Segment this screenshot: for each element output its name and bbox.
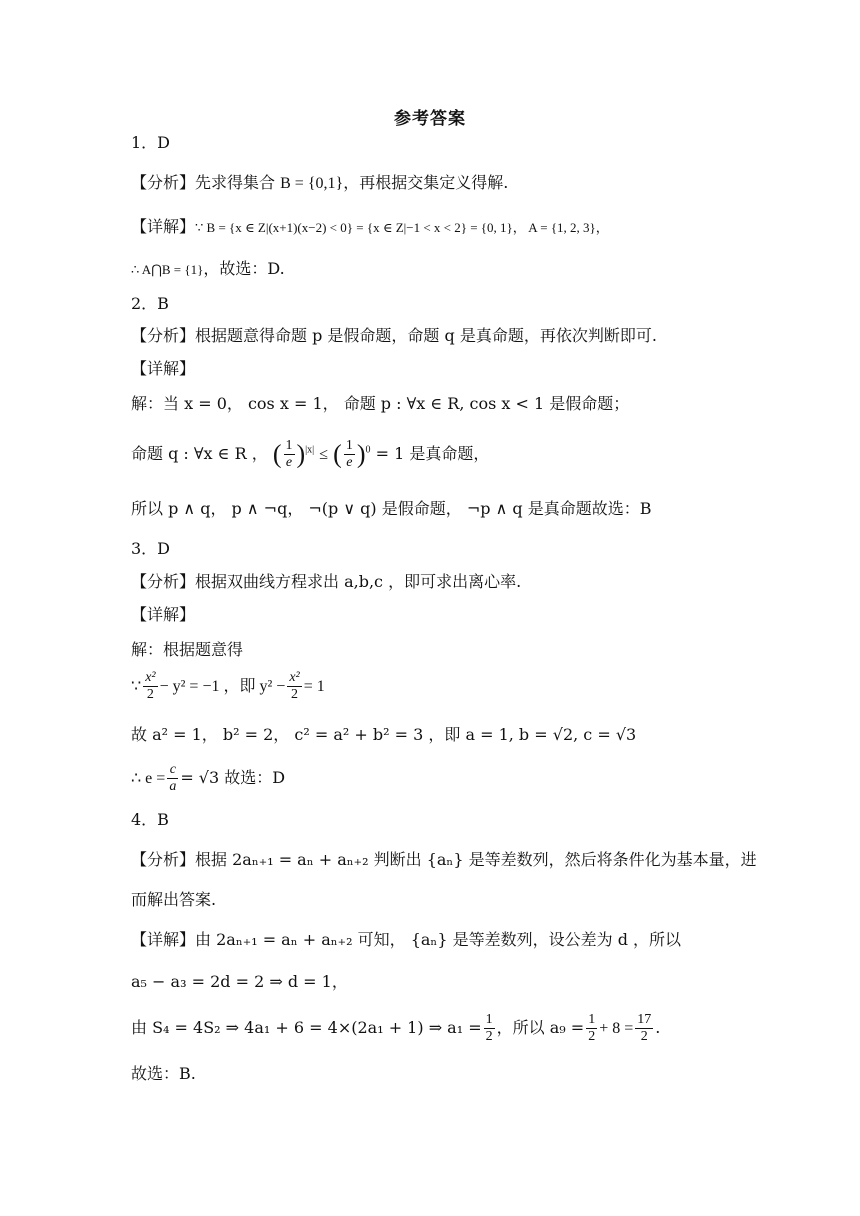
q4-analysis: [131, 849, 757, 871]
q4-line-b2: ，所以 a₉ =: [496, 1018, 585, 1037]
q4-detail: [131, 929, 681, 951]
q4-line-b3: + 8 =: [599, 1020, 634, 1037]
q2-analysis: [131, 325, 657, 347]
fraction-x2-over-2: $\frac{\text{x²}}{2}$: [289, 670, 300, 702]
q4-line-b: [131, 1010, 660, 1047]
q3-analysis-label: 【分析】: [131, 572, 196, 591]
q2-analysis-label: 【分析】: [131, 326, 196, 345]
q1-analysis-text-b: ，再根据交集定义得解.: [343, 173, 509, 192]
q3-line2: [131, 668, 325, 705]
fraction-1-over-e: $\frac{1}{e}$: [285, 438, 293, 470]
q1-detail: [131, 216, 609, 239]
q4-analysis-text: 根据 2aₙ₊₁ = aₙ + aₙ₊₂ 判断出 {aₙ} 是等差数列，然后将条件化为基本量，进: [195, 850, 757, 869]
fraction-17-over-2: $\frac{17}{2}$: [637, 1012, 652, 1044]
q3-line1: 解：根据题意得: [131, 640, 244, 659]
q3-line4-a: ∴ e =: [131, 770, 166, 787]
q3-analysis: [131, 571, 521, 593]
q4-number: 4．B: [131, 810, 169, 829]
exponent-abs-x: |x|: [305, 444, 315, 456]
q1-detail-math: ∵ B = {x ∈ Z|(x+1)(x−2) < 0} = {x ∈ Z|−1 < x < 2} = {0, 1}， A = {1, 2, 3}，: [195, 220, 609, 235]
q4-line-a: a₅ − a₃ = 2d = 2 ⇒ d = 1，: [131, 972, 348, 991]
q3-line3: 故 a² = 1， b² = 2， c² = a² + b² = 3 ，即 a = 1, b = √2, c = √3: [131, 725, 637, 744]
q4-end: 故选：B.: [131, 1064, 196, 1083]
q3-detail-label: 【详解】: [131, 605, 196, 624]
q1-number: 1．D: [131, 133, 171, 152]
q1-analysis: [131, 172, 508, 195]
right-paren: ): [356, 439, 366, 469]
q2-analysis-text: 根据题意得命题 p 是假命题，命题 q 是真命题，再依次判断即可.: [195, 326, 657, 345]
q3-line2-b: − y² = −1 ，即 y² −: [159, 678, 286, 695]
q3-number: 3．D: [131, 539, 171, 558]
q4-analysis-cont: 而解出答案.: [131, 890, 217, 909]
page-title: 参考答案: [394, 109, 466, 129]
q3-line4: [131, 760, 285, 797]
q1-analysis-label: 【分析】: [131, 173, 196, 192]
q2-detail-label: 【详解】: [131, 359, 196, 378]
q2-line3: 所以 p ∧ q， p ∧ ¬q， ¬(p ∨ q) 是假命题， ¬p ∧ q 是真命题故选：B: [131, 499, 652, 518]
q2-line2-b: = 1 是真命题，: [375, 444, 490, 463]
q4-detail-text: 由 2aₙ₊₁ = aₙ + aₙ₊₂ 可知， {aₙ} 是等差数列，设公差为 d ，所以: [195, 930, 682, 949]
q4-line-b4: .: [655, 1018, 661, 1037]
q2-line2: 命题 q : ∀x ∈ R ， ( $\frac{1}{e}$ )$^{|x|}$ ≤ ( $\frac{1}{e}$ )$^0$ = 1 是真命题，: [131, 438, 490, 470]
fraction-1-over-2: $\frac{1}{2}$: [485, 1012, 493, 1044]
q1-detail-label: 【详解】: [131, 217, 196, 236]
right-paren: ): [296, 439, 306, 469]
q1-analysis-math: B = {0,1}: [280, 175, 344, 192]
q2-line1: 解：当 x = 0， cos x = 1， 命题 p : ∀x ∈ R, cos x < 1 是假命题；: [131, 394, 630, 413]
q4-detail-label: 【详解】: [131, 930, 196, 949]
q2-number: 2．B: [131, 294, 169, 313]
fraction-c-over-a: $\frac{c}{a}$: [169, 762, 177, 794]
exponent-zero: 0: [365, 444, 371, 456]
fraction-1-over-e: $\frac{1}{e}$: [345, 438, 353, 470]
left-paren: (: [272, 439, 282, 469]
q3-analysis-text: 根据双曲线方程求出 a,b,c ，即可求出离心率.: [195, 572, 522, 591]
q1-conclusion-text: ，故选：D.: [203, 259, 285, 278]
q1-conclusion-math: ∴ A⋂B = {1}: [131, 262, 204, 277]
q3-line4-b: = √3 故选：D: [180, 768, 286, 787]
q3-line2-a: ∵: [131, 676, 142, 695]
fraction-1-over-2: $\frac{1}{2}$: [588, 1012, 596, 1044]
fraction-x2-over-2: $\frac{\text{x²}}{2}$: [145, 670, 156, 702]
left-paren: (: [333, 439, 342, 469]
q4-analysis-label: 【分析】: [131, 850, 196, 869]
q1-conclusion: [131, 258, 285, 281]
q1-analysis-text-a: 先求得集合: [195, 173, 276, 192]
q4-line-b1: 由 S₄ = 4S₂ ⇒ 4a₁ + 6 = 4×(2a₁ + 1) ⇒ a₁ =: [131, 1018, 482, 1037]
q3-line2-c: = 1: [303, 678, 325, 695]
q2-line2-a: 命题 q : ∀x ∈ R ，: [131, 444, 268, 463]
